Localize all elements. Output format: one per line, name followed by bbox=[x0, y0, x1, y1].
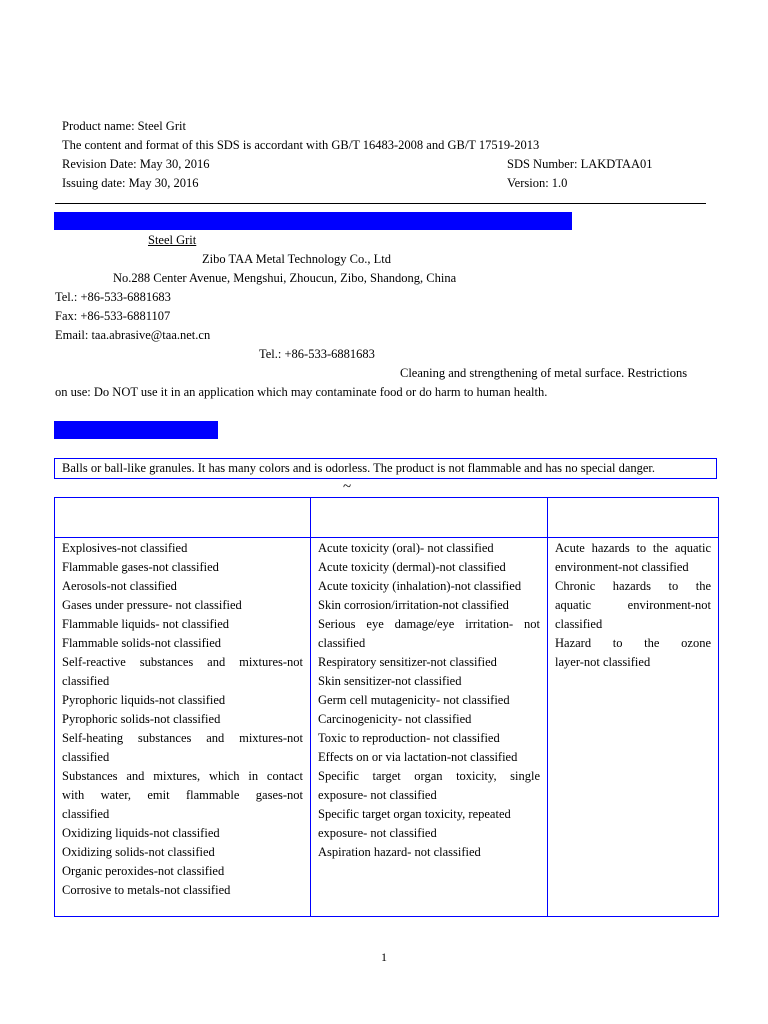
product-identifier: Steel Grit bbox=[148, 233, 197, 247]
health-hazard-line: Toxic to reproduction- not classified bbox=[318, 731, 500, 745]
health-hazard-line: Carcinogenicity- not classified bbox=[318, 712, 472, 726]
table-row bbox=[55, 538, 719, 917]
health-hazard-line: Specific target organ toxicity, repeated bbox=[318, 807, 511, 821]
emergency-tel: Tel.: +86-533-6881683 bbox=[259, 347, 375, 361]
company-fax: Fax: +86-533-6881107 bbox=[55, 309, 171, 323]
physical-hazard-line: Pyrophoric solids-not classified bbox=[62, 712, 221, 726]
physical-hazard-line: Corrosive to metals-not classified bbox=[62, 883, 231, 897]
company-name: Zibo TAA Metal Technology Co., Ltd bbox=[202, 252, 391, 266]
health-hazard-line: Specific target organ toxicity, single bbox=[318, 769, 540, 783]
section1-heading-bar bbox=[54, 212, 572, 230]
health-hazard-line: Germ cell mutagenicity- not classified bbox=[318, 693, 510, 707]
issuing-date: Issuing date: May 30, 2016 bbox=[62, 176, 199, 190]
health-hazard-line: Effects on or via lactation-not classified bbox=[318, 750, 518, 764]
page-number: 1 bbox=[381, 950, 387, 964]
physical-hazard-line: Flammable gases-not classified bbox=[62, 560, 219, 574]
health-hazard-line: Acute toxicity (inhalation)-not classified bbox=[318, 579, 522, 593]
physical-hazard-line: Self-reactive substances and mixtures-not bbox=[62, 655, 303, 669]
health-hazard-line: Skin sensitizer-not classified bbox=[318, 674, 462, 688]
environmental-hazard-line: aquatic environment-not bbox=[555, 598, 711, 612]
recommended-use-line2: on use: Do NOT use it in an application which may contaminate food or do harm to human health. bbox=[55, 385, 548, 399]
health-hazard-line: exposure- not classified bbox=[318, 826, 437, 840]
format-note-line: The content and format of this SDS is accordant with GB/T 16483-2008 and GB/T 17519-2013 bbox=[62, 138, 540, 152]
tilde-mark: ~ bbox=[343, 479, 352, 495]
sds-number: SDS Number: LAKDTAA01 bbox=[507, 157, 653, 171]
health-hazard-line: classified bbox=[318, 636, 366, 650]
physical-hazard-line: classified bbox=[62, 750, 110, 764]
physical-hazard-line: Pyrophoric liquids-not classified bbox=[62, 693, 226, 707]
environmental-hazard-line: Hazard to the ozone bbox=[555, 636, 711, 650]
physical-hazard-line: Substances and mixtures, which in contact bbox=[62, 769, 303, 783]
header-divider bbox=[55, 203, 706, 204]
health-hazard-line: Acute toxicity (oral)- not classified bbox=[318, 541, 494, 555]
physical-hazards-cell bbox=[55, 538, 311, 917]
company-tel: Tel.: +86-533-6881683 bbox=[55, 290, 171, 304]
physical-hazard-line: Flammable solids-not classified bbox=[62, 636, 222, 650]
physical-hazard-line: classified bbox=[62, 807, 110, 821]
environmental-hazard-line: Acute hazards to the aquatic bbox=[555, 541, 711, 555]
physical-hazard-line: Explosives-not classified bbox=[62, 541, 188, 555]
physical-hazard-line: Flammable liquids- not classified bbox=[62, 617, 229, 631]
environmental-hazard-line: layer-not classified bbox=[555, 655, 651, 669]
header-cell-environmental bbox=[548, 498, 719, 538]
physical-hazard-line: Gases under pressure- not classified bbox=[62, 598, 242, 612]
health-hazard-line: Acute toxicity (dermal)-not classified bbox=[318, 560, 506, 574]
section2-heading-bar bbox=[54, 421, 218, 439]
physical-hazard-line: Self-heating substances and mixtures-not bbox=[62, 731, 303, 745]
health-hazard-line: Skin corrosion/irritation-not classified bbox=[318, 598, 509, 612]
physical-hazard-line: with water, emit flammable gases-not bbox=[62, 788, 303, 802]
company-address: No.288 Center Avenue, Mengshui, Zhoucun, Zibo, Shandong, China bbox=[113, 271, 457, 285]
hazard-classification-table bbox=[54, 497, 719, 917]
health-hazard-line: exposure- not classified bbox=[318, 788, 437, 802]
table-header-row bbox=[55, 498, 719, 538]
health-hazard-line: Serious eye damage/eye irritation- not bbox=[318, 617, 540, 631]
physical-hazard-line: Organic peroxides-not classified bbox=[62, 864, 225, 878]
header-cell-physical bbox=[55, 498, 311, 538]
physical-hazard-line: Oxidizing liquids-not classified bbox=[62, 826, 220, 840]
health-hazard-line: Respiratory sensitizer-not classified bbox=[318, 655, 497, 669]
recommended-use-line1: Cleaning and strengthening of metal surface. Restrictions bbox=[400, 366, 688, 380]
company-email: Email: taa.abrasive@taa.net.cn bbox=[55, 328, 211, 342]
physical-hazard-line: Oxidizing solids-not classified bbox=[62, 845, 215, 859]
health-hazards-cell bbox=[311, 538, 548, 917]
health-hazard-line: Aspiration hazard- not classified bbox=[318, 845, 481, 859]
environmental-hazard-line: environment-not classified bbox=[555, 560, 689, 574]
version: Version: 1.0 bbox=[507, 176, 568, 190]
physical-hazard-line: classified bbox=[62, 674, 110, 688]
environmental-hazard-line: classified bbox=[555, 617, 603, 631]
revision-date: Revision Date: May 30, 2016 bbox=[62, 157, 210, 171]
product-name-line: Product name: Steel Grit bbox=[62, 119, 186, 133]
environmental-hazards-cell bbox=[548, 538, 719, 917]
emergency-overview-text: Balls or ball-like granules. It has many colors and is odorless. The product is not flammable and has no special danger. bbox=[62, 461, 656, 475]
header-cell-health bbox=[311, 498, 548, 538]
physical-hazard-line: Aerosols-not classified bbox=[62, 579, 177, 593]
emergency-overview-box bbox=[54, 458, 717, 479]
environmental-hazard-line: Chronic hazards to the bbox=[555, 579, 711, 593]
